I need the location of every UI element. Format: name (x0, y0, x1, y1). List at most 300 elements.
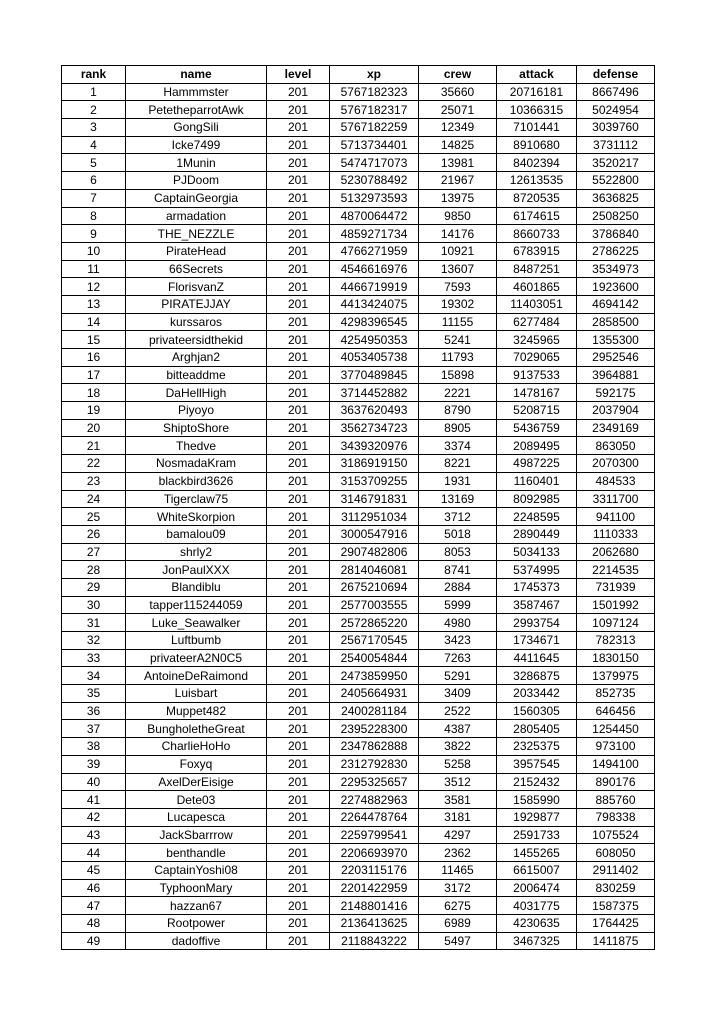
rank-cell: 17 (62, 366, 126, 384)
rank-cell: 28 (62, 561, 126, 579)
xp-cell: 3562734723 (330, 419, 419, 437)
table-row (62, 685, 655, 703)
crew-cell: 4980 (419, 614, 497, 632)
xp-cell: 5767182259 (330, 119, 419, 137)
table-row (62, 614, 655, 632)
table-row (62, 915, 655, 933)
xp-cell: 2567170545 (330, 632, 419, 650)
defense-cell: 2952546 (577, 349, 655, 367)
attack-cell: 8660733 (497, 225, 577, 243)
defense-cell: 4694142 (577, 295, 655, 313)
table-row (62, 844, 655, 862)
attack-cell: 8910680 (497, 136, 577, 154)
name-cell: Dete03 (126, 791, 267, 809)
defense-cell: 2037904 (577, 402, 655, 420)
name-cell: THE_NEZZLE (126, 225, 267, 243)
xp-cell: 3112951034 (330, 508, 419, 526)
xp-cell: 2675210694 (330, 578, 419, 596)
level-cell: 201 (267, 455, 330, 473)
level-cell: 201 (267, 225, 330, 243)
defense-cell: 2911402 (577, 861, 655, 879)
xp-cell: 3186919150 (330, 455, 419, 473)
xp-cell: 2136413625 (330, 915, 419, 933)
attack-cell: 2325375 (497, 738, 577, 756)
defense-cell: 3636825 (577, 189, 655, 207)
level-cell: 201 (267, 154, 330, 172)
rank-cell: 41 (62, 791, 126, 809)
name-cell: AxelDerEisige (126, 773, 267, 791)
level-cell: 201 (267, 879, 330, 897)
crew-cell: 11465 (419, 861, 497, 879)
xp-cell: 4766271959 (330, 242, 419, 260)
column-header-xp: xp (330, 66, 419, 84)
level-cell: 201 (267, 649, 330, 667)
attack-cell: 2248595 (497, 508, 577, 526)
rank-cell: 25 (62, 508, 126, 526)
xp-cell: 5767182323 (330, 83, 419, 101)
defense-cell: 592175 (577, 384, 655, 402)
level-cell: 201 (267, 136, 330, 154)
crew-cell: 5018 (419, 525, 497, 543)
xp-cell: 2118843222 (330, 932, 419, 950)
crew-cell: 12349 (419, 119, 497, 137)
name-cell: Tigerclaw75 (126, 490, 267, 508)
table-row (62, 172, 655, 190)
name-cell: BungholetheGreat (126, 720, 267, 738)
rank-cell: 34 (62, 667, 126, 685)
defense-cell: 1254450 (577, 720, 655, 738)
attack-cell: 20716181 (497, 83, 577, 101)
rank-cell: 6 (62, 172, 126, 190)
name-cell: PIRATEJJAY (126, 295, 267, 313)
crew-cell: 8790 (419, 402, 497, 420)
defense-cell: 1764425 (577, 915, 655, 933)
rank-cell: 12 (62, 278, 126, 296)
rank-cell: 7 (62, 189, 126, 207)
table-row (62, 225, 655, 243)
defense-cell: 1075524 (577, 826, 655, 844)
rank-cell: 27 (62, 543, 126, 561)
attack-cell: 4031775 (497, 897, 577, 915)
attack-cell: 3957545 (497, 755, 577, 773)
rank-cell: 24 (62, 490, 126, 508)
table-body (62, 83, 655, 950)
attack-cell: 1560305 (497, 702, 577, 720)
level-cell: 201 (267, 685, 330, 703)
table-row (62, 419, 655, 437)
crew-cell: 5497 (419, 932, 497, 950)
rank-cell: 20 (62, 419, 126, 437)
defense-cell: 1501992 (577, 596, 655, 614)
attack-cell: 1478167 (497, 384, 577, 402)
table-row (62, 331, 655, 349)
defense-cell: 3039760 (577, 119, 655, 137)
level-cell: 201 (267, 702, 330, 720)
name-cell: PJDoom (126, 172, 267, 190)
attack-cell: 8092985 (497, 490, 577, 508)
defense-cell: 1494100 (577, 755, 655, 773)
table-row (62, 366, 655, 384)
table-row (62, 490, 655, 508)
xp-cell: 4254950353 (330, 331, 419, 349)
level-cell: 201 (267, 808, 330, 826)
level-cell: 201 (267, 295, 330, 313)
crew-cell: 3512 (419, 773, 497, 791)
crew-cell: 19302 (419, 295, 497, 313)
xp-cell: 2400281184 (330, 702, 419, 720)
crew-cell: 2221 (419, 384, 497, 402)
crew-cell: 3822 (419, 738, 497, 756)
level-cell: 201 (267, 207, 330, 225)
xp-cell: 4870064472 (330, 207, 419, 225)
name-cell: FlorisvanZ (126, 278, 267, 296)
rank-cell: 22 (62, 455, 126, 473)
crew-cell: 5258 (419, 755, 497, 773)
table-row (62, 119, 655, 137)
name-cell: DaHellHigh (126, 384, 267, 402)
xp-cell: 3439320976 (330, 437, 419, 455)
crew-cell: 11793 (419, 349, 497, 367)
table-row (62, 260, 655, 278)
level-cell: 201 (267, 614, 330, 632)
rank-cell: 29 (62, 578, 126, 596)
table-row (62, 101, 655, 119)
crew-cell: 8053 (419, 543, 497, 561)
defense-cell: 2858500 (577, 313, 655, 331)
crew-cell: 7263 (419, 649, 497, 667)
level-cell: 201 (267, 419, 330, 437)
level-cell: 201 (267, 861, 330, 879)
rank-cell: 42 (62, 808, 126, 826)
defense-cell: 973100 (577, 738, 655, 756)
attack-cell: 4987225 (497, 455, 577, 473)
level-cell: 201 (267, 189, 330, 207)
column-header-attack: attack (497, 66, 577, 84)
rank-cell: 47 (62, 897, 126, 915)
crew-cell: 13975 (419, 189, 497, 207)
table-row (62, 349, 655, 367)
level-cell: 201 (267, 384, 330, 402)
attack-cell: 3587467 (497, 596, 577, 614)
defense-cell: 5024954 (577, 101, 655, 119)
xp-cell: 5230788492 (330, 172, 419, 190)
crew-cell: 3374 (419, 437, 497, 455)
crew-cell: 35660 (419, 83, 497, 101)
column-header-rank: rank (62, 66, 126, 84)
defense-cell: 798338 (577, 808, 655, 826)
attack-cell: 9137533 (497, 366, 577, 384)
rank-cell: 31 (62, 614, 126, 632)
name-cell: benthandle (126, 844, 267, 862)
attack-cell: 1160401 (497, 472, 577, 490)
name-cell: Hammmster (126, 83, 267, 101)
attack-cell: 2993754 (497, 614, 577, 632)
name-cell: kurssaros (126, 313, 267, 331)
rank-cell: 8 (62, 207, 126, 225)
xp-cell: 4546616976 (330, 260, 419, 278)
crew-cell: 14825 (419, 136, 497, 154)
column-header-name: name (126, 66, 267, 84)
column-header-level: level (267, 66, 330, 84)
xp-cell: 3146791831 (330, 490, 419, 508)
xp-cell: 2347862888 (330, 738, 419, 756)
header-row (62, 66, 655, 84)
attack-cell: 4411645 (497, 649, 577, 667)
table-row (62, 455, 655, 473)
rank-cell: 14 (62, 313, 126, 331)
attack-cell: 6615007 (497, 861, 577, 879)
defense-cell: 1830150 (577, 649, 655, 667)
level-cell: 201 (267, 720, 330, 738)
defense-cell: 1923600 (577, 278, 655, 296)
xp-cell: 3714452882 (330, 384, 419, 402)
level-cell: 201 (267, 596, 330, 614)
attack-cell: 11403051 (497, 295, 577, 313)
name-cell: shrly2 (126, 543, 267, 561)
level-cell: 201 (267, 349, 330, 367)
name-cell: Foxyq (126, 755, 267, 773)
attack-cell: 6174615 (497, 207, 577, 225)
xp-cell: 5713734401 (330, 136, 419, 154)
defense-cell: 731939 (577, 578, 655, 596)
table-row (62, 189, 655, 207)
attack-cell: 1929877 (497, 808, 577, 826)
defense-cell: 1411875 (577, 932, 655, 950)
rank-cell: 38 (62, 738, 126, 756)
level-cell: 201 (267, 83, 330, 101)
table-row (62, 295, 655, 313)
attack-cell: 6783915 (497, 242, 577, 260)
attack-cell: 1745373 (497, 578, 577, 596)
level-cell: 201 (267, 915, 330, 933)
defense-cell: 3731112 (577, 136, 655, 154)
defense-cell: 608050 (577, 844, 655, 862)
attack-cell: 1734671 (497, 632, 577, 650)
crew-cell: 3172 (419, 879, 497, 897)
name-cell: JonPaulXXX (126, 561, 267, 579)
rank-cell: 40 (62, 773, 126, 791)
crew-cell: 3423 (419, 632, 497, 650)
rank-cell: 33 (62, 649, 126, 667)
table-row (62, 791, 655, 809)
level-cell: 201 (267, 561, 330, 579)
level-cell: 201 (267, 632, 330, 650)
attack-cell: 12613535 (497, 172, 577, 190)
rank-cell: 30 (62, 596, 126, 614)
name-cell: Luisbart (126, 685, 267, 703)
defense-cell: 3311700 (577, 490, 655, 508)
attack-cell: 6277484 (497, 313, 577, 331)
table-row (62, 437, 655, 455)
level-cell: 201 (267, 667, 330, 685)
crew-cell: 8905 (419, 419, 497, 437)
name-cell: ShiptoShore (126, 419, 267, 437)
table-row (62, 384, 655, 402)
name-cell: Muppet482 (126, 702, 267, 720)
attack-cell: 7029065 (497, 349, 577, 367)
table-row (62, 879, 655, 897)
table-row (62, 402, 655, 420)
crew-cell: 25071 (419, 101, 497, 119)
name-cell: blackbird3626 (126, 472, 267, 490)
rank-cell: 1 (62, 83, 126, 101)
rank-cell: 32 (62, 632, 126, 650)
name-cell: Icke7499 (126, 136, 267, 154)
xp-cell: 4859271734 (330, 225, 419, 243)
crew-cell: 1931 (419, 472, 497, 490)
attack-cell: 1455265 (497, 844, 577, 862)
level-cell: 201 (267, 101, 330, 119)
name-cell: 66Secrets (126, 260, 267, 278)
table-row (62, 755, 655, 773)
rank-cell: 4 (62, 136, 126, 154)
name-cell: armadation (126, 207, 267, 225)
table-row (62, 242, 655, 260)
defense-cell: 5522800 (577, 172, 655, 190)
defense-cell: 1110333 (577, 525, 655, 543)
attack-cell: 4601865 (497, 278, 577, 296)
crew-cell: 10921 (419, 242, 497, 260)
rank-cell: 46 (62, 879, 126, 897)
name-cell: WhiteSkorpion (126, 508, 267, 526)
attack-cell: 7101441 (497, 119, 577, 137)
defense-cell: 1379975 (577, 667, 655, 685)
crew-cell: 5291 (419, 667, 497, 685)
name-cell: Blandiblu (126, 578, 267, 596)
column-header-defense: defense (577, 66, 655, 84)
crew-cell: 3409 (419, 685, 497, 703)
crew-cell: 3181 (419, 808, 497, 826)
level-cell: 201 (267, 402, 330, 420)
rank-cell: 36 (62, 702, 126, 720)
name-cell: Arghjan2 (126, 349, 267, 367)
name-cell: privateerA2N0C5 (126, 649, 267, 667)
table-row (62, 897, 655, 915)
table-row (62, 932, 655, 950)
name-cell: Luke_Seawalker (126, 614, 267, 632)
level-cell: 201 (267, 844, 330, 862)
xp-cell: 3770489845 (330, 366, 419, 384)
level-cell: 201 (267, 366, 330, 384)
xp-cell: 2206693970 (330, 844, 419, 862)
xp-cell: 2577003555 (330, 596, 419, 614)
level-cell: 201 (267, 278, 330, 296)
xp-cell: 4413424075 (330, 295, 419, 313)
level-cell: 201 (267, 932, 330, 950)
attack-cell: 8402394 (497, 154, 577, 172)
crew-cell: 11155 (419, 313, 497, 331)
level-cell: 201 (267, 738, 330, 756)
table-row (62, 472, 655, 490)
attack-cell: 5208715 (497, 402, 577, 420)
rank-cell: 21 (62, 437, 126, 455)
defense-cell: 1097124 (577, 614, 655, 632)
rank-cell: 18 (62, 384, 126, 402)
rank-cell: 3 (62, 119, 126, 137)
level-cell: 201 (267, 826, 330, 844)
name-cell: PirateHead (126, 242, 267, 260)
level-cell: 201 (267, 897, 330, 915)
defense-cell: 3786840 (577, 225, 655, 243)
crew-cell: 6275 (419, 897, 497, 915)
level-cell: 201 (267, 508, 330, 526)
crew-cell: 13607 (419, 260, 497, 278)
xp-cell: 2295325657 (330, 773, 419, 791)
table-row (62, 596, 655, 614)
table-row (62, 773, 655, 791)
xp-cell: 2473859950 (330, 667, 419, 685)
rank-cell: 44 (62, 844, 126, 862)
attack-cell: 3286875 (497, 667, 577, 685)
defense-cell: 890176 (577, 773, 655, 791)
name-cell: PetetheparrotAwk (126, 101, 267, 119)
attack-cell: 3245965 (497, 331, 577, 349)
defense-cell: 2786225 (577, 242, 655, 260)
level-cell: 201 (267, 313, 330, 331)
attack-cell: 5374995 (497, 561, 577, 579)
rank-cell: 9 (62, 225, 126, 243)
crew-cell: 5999 (419, 596, 497, 614)
defense-cell: 1355300 (577, 331, 655, 349)
defense-cell: 863050 (577, 437, 655, 455)
defense-cell: 1587375 (577, 897, 655, 915)
name-cell: JackSbarrrow (126, 826, 267, 844)
name-cell: bitteaddme (126, 366, 267, 384)
attack-cell: 8720535 (497, 189, 577, 207)
level-cell: 201 (267, 472, 330, 490)
defense-cell: 830259 (577, 879, 655, 897)
name-cell: CaptainGeorgia (126, 189, 267, 207)
crew-cell: 14176 (419, 225, 497, 243)
xp-cell: 2814046081 (330, 561, 419, 579)
rank-cell: 37 (62, 720, 126, 738)
name-cell: Lucapesca (126, 808, 267, 826)
xp-cell: 2201422959 (330, 879, 419, 897)
crew-cell: 2362 (419, 844, 497, 862)
rank-cell: 15 (62, 331, 126, 349)
rank-cell: 16 (62, 349, 126, 367)
rank-cell: 35 (62, 685, 126, 703)
xp-cell: 2264478764 (330, 808, 419, 826)
name-cell: hazzan67 (126, 897, 267, 915)
crew-cell: 2884 (419, 578, 497, 596)
crew-cell: 2522 (419, 702, 497, 720)
defense-cell: 941100 (577, 508, 655, 526)
xp-cell: 2540054844 (330, 649, 419, 667)
table-row (62, 136, 655, 154)
name-cell: AntoineDeRaimond (126, 667, 267, 685)
level-cell: 201 (267, 437, 330, 455)
name-cell: CharlieHoHo (126, 738, 267, 756)
defense-cell: 3964881 (577, 366, 655, 384)
leaderboard-table (61, 65, 655, 950)
xp-cell: 3000547916 (330, 525, 419, 543)
crew-cell: 3712 (419, 508, 497, 526)
attack-cell: 2089495 (497, 437, 577, 455)
level-cell: 201 (267, 119, 330, 137)
name-cell: Piyoyo (126, 402, 267, 420)
table-row (62, 720, 655, 738)
xp-cell: 2259799541 (330, 826, 419, 844)
table-row (62, 313, 655, 331)
rank-cell: 49 (62, 932, 126, 950)
xp-cell: 3637620493 (330, 402, 419, 420)
attack-cell: 2890449 (497, 525, 577, 543)
level-cell: 201 (267, 172, 330, 190)
defense-cell: 484533 (577, 472, 655, 490)
column-header-crew: crew (419, 66, 497, 84)
level-cell: 201 (267, 525, 330, 543)
